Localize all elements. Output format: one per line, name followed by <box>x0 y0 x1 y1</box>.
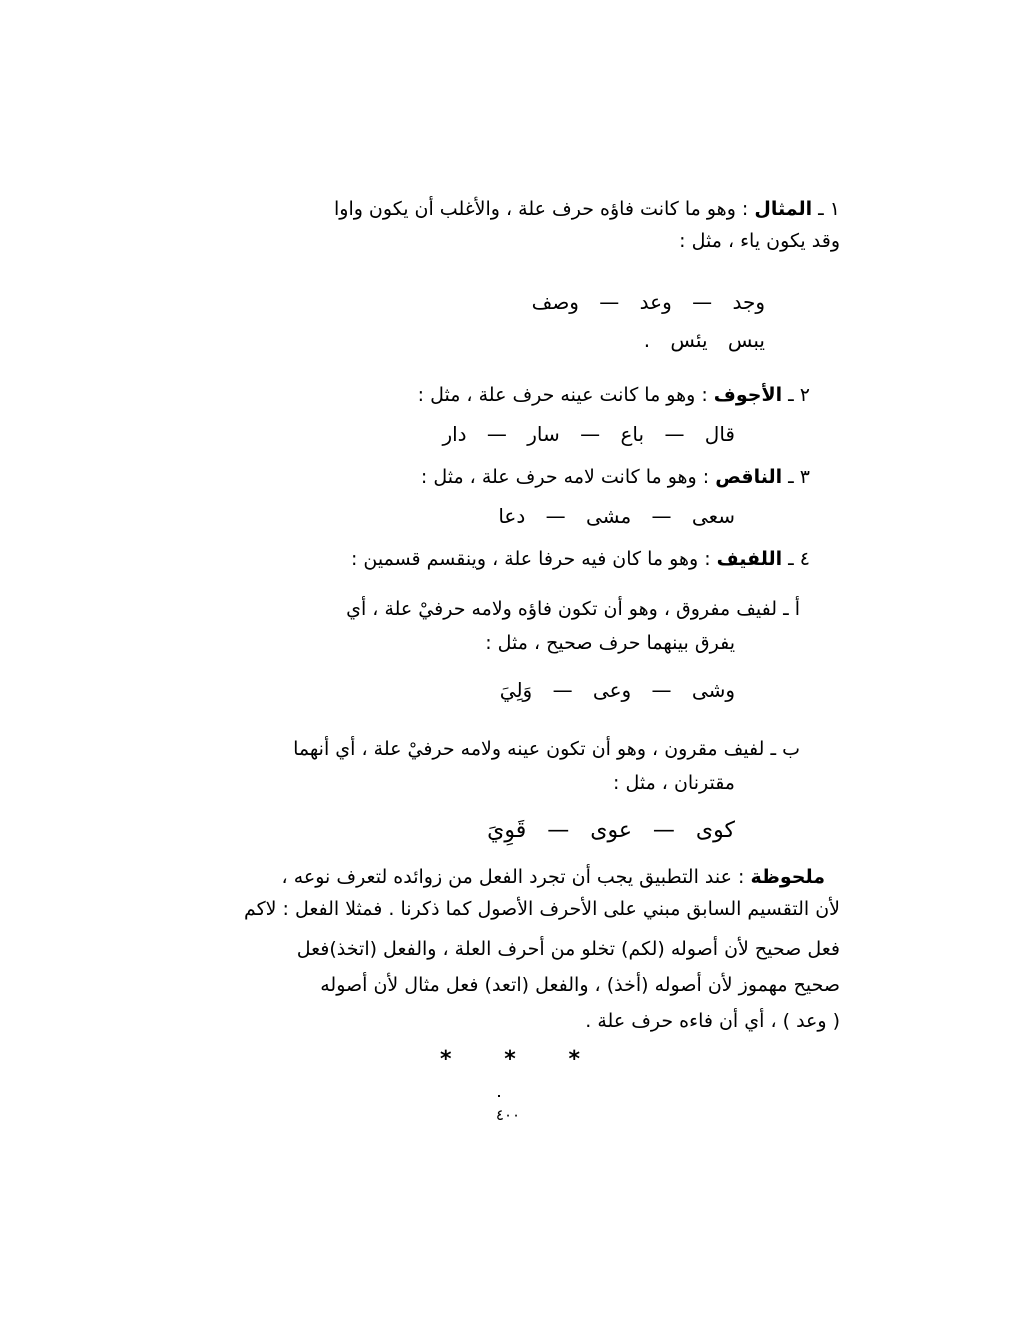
note-line-1 <box>282 868 825 887</box>
section-1-examples-row-2: يبس يئس . <box>643 328 765 352</box>
note-line-2: لأن التقسيم السابق مبني على الأحرف الأصول كما ذكرنا . فمثلا الفعل : لاكم <box>243 898 840 920</box>
section-2-number: ٢ ـ <box>788 384 810 406</box>
section-2-line-1 <box>418 386 810 405</box>
note-line-5: ( وعد ) ، أي أن فاءه حرف علة . <box>585 1010 840 1032</box>
section-4a-text: لفيف مفروق ، وهو أن تكون فاؤه ولامه حرفيْ علة ، أي <box>346 598 778 620</box>
section-1-line-2: وقد يكون ياء ، مثل : <box>679 230 840 252</box>
decorative-dot <box>498 1095 500 1097</box>
section-2-examples: قال — باع — سار — دار <box>442 422 735 446</box>
section-4a-label: أ ـ <box>783 598 800 620</box>
section-4-number: ٤ ـ <box>788 548 810 570</box>
section-4b-line-1 <box>293 740 800 759</box>
section-separator <box>440 1047 580 1072</box>
section-4b-examples: كوى — عوى — قَوِيَ <box>487 818 735 843</box>
section-3-examples: سعى — مشى — دعا <box>498 504 735 528</box>
section-4-term: اللفيف <box>716 548 783 570</box>
note-text-1: : عند التطبيق يجب أن تجرد الفعل من زوائده لتعرف نوعه ، <box>281 866 745 888</box>
section-1-examples-row-1: وجد — وعد — وصف <box>531 290 765 314</box>
separator-star-icon: * <box>504 1047 516 1072</box>
section-1-term: المثال <box>754 198 813 220</box>
section-4b-text: لفيف مقرون ، وهو أن تكون عينه ولامه حرفيْ علة ، أي أنهما <box>293 738 765 760</box>
note-line-3: فعل صحيح لأن أصوله (لكم) تخلو من أحرف العلة ، والفعل (اتخذ)فعل <box>296 938 840 960</box>
section-4-line-1 <box>351 550 810 569</box>
section-1-definition: : وهو ما كانت فاؤه حرف علة ، والأغلب أن يكون واوا <box>333 198 749 220</box>
section-1-number: ١ ـ <box>818 198 840 220</box>
separator-star-icon: * <box>440 1047 452 1072</box>
note-line-4: صحيح مهموز لأن أصوله (أخذ) ، والفعل (اتعد) فعل مثال لأن أصوله <box>320 974 840 996</box>
section-4a-examples: وشى — وعى — وَلِيَ <box>499 678 735 702</box>
section-4b-label: ب ـ <box>770 738 800 760</box>
section-1-line-1 <box>334 200 840 219</box>
section-4a-line-2: يفرق بينهما حرف صحيح ، مثل : <box>485 632 735 654</box>
section-3-definition: : وهو ما كانت لامه حرف علة ، مثل : <box>420 466 710 488</box>
section-4-definition: : وهو ما كان فيه حرفا علة ، وينقسم قسمين : <box>350 548 711 570</box>
section-2-definition: : وهو ما كانت عينه حرف علة ، مثل : <box>417 384 708 406</box>
section-3-line-1 <box>421 468 810 487</box>
separator-star-icon: * <box>568 1047 580 1072</box>
section-3-term: الناقص <box>715 466 783 488</box>
section-2-term: الأجوف <box>713 384 783 406</box>
section-4b-line-2: مقترنان ، مثل : <box>613 772 735 794</box>
section-3-number: ٣ ـ <box>788 466 810 488</box>
page-number: ٤٠٠ <box>495 1106 521 1124</box>
section-4a-line-1 <box>346 600 800 619</box>
note-label: ملحوظة <box>750 866 825 888</box>
